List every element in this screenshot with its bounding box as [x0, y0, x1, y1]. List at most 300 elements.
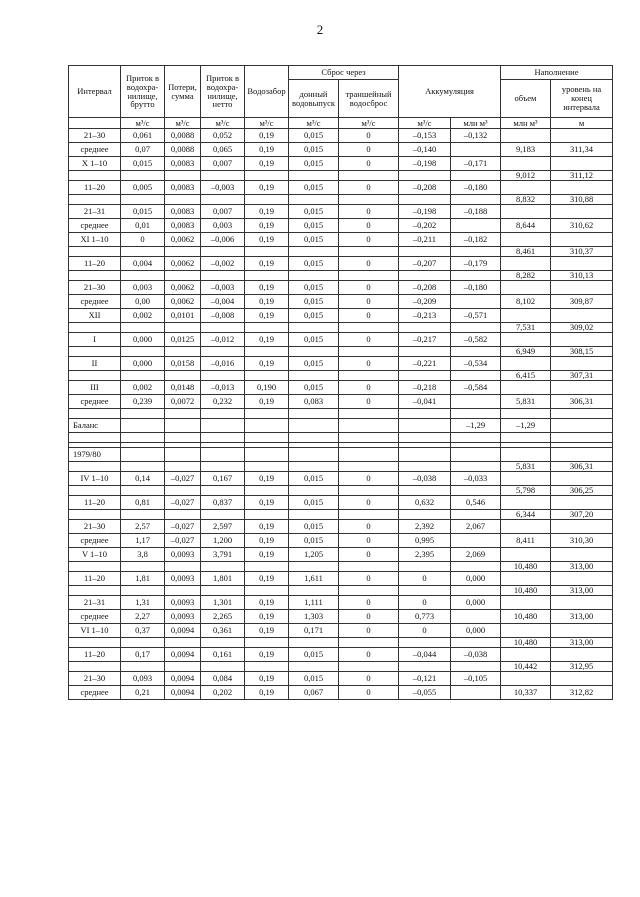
cell-bottom-outlet: 0,067: [289, 686, 339, 700]
cell-losses: [165, 323, 201, 333]
cell-bottom-outlet: [289, 433, 339, 443]
cell-acc-m3s: –0,041: [399, 395, 451, 409]
header-accumulation: Аккумуляция: [399, 66, 501, 118]
cell-level: 306,25: [551, 486, 613, 496]
cell-volume: [501, 433, 551, 443]
cell-inflow-net: [201, 433, 245, 443]
cell-inflow-gross: [121, 419, 165, 433]
cell-spillway: 0: [339, 472, 399, 486]
cell-level: [551, 419, 613, 433]
table-row: [69, 486, 613, 496]
table-row: [69, 520, 613, 534]
cell-losses: 0,0083: [165, 219, 201, 233]
cell-acc-mln: 0,000: [451, 624, 501, 638]
cell-intake: [245, 433, 289, 443]
table-row: [69, 610, 613, 624]
cell-acc-m3s: –0,140: [399, 143, 451, 157]
cell-acc-mln: –0,582: [451, 333, 501, 347]
cell-acc-m3s: –0,055: [399, 686, 451, 700]
cell-spillway: [339, 662, 399, 672]
cell-interval: 21–30: [69, 129, 121, 143]
cell-level: [551, 409, 613, 419]
cell-acc-mln: –0,033: [451, 472, 501, 486]
cell-spillway: 0: [339, 143, 399, 157]
cell-bottom-outlet: [289, 586, 339, 596]
cell-inflow-gross: 2,57: [121, 520, 165, 534]
cell-level: [551, 381, 613, 395]
cell-level: [551, 333, 613, 347]
cell-volume: 6,415: [501, 371, 551, 381]
cell-inflow-net: 2,597: [201, 520, 245, 534]
cell-acc-mln: [451, 662, 501, 672]
cell-acc-mln: –0,182: [451, 233, 501, 247]
cell-acc-mln: –0,584: [451, 381, 501, 395]
cell-spillway: [339, 562, 399, 572]
water-balance-table: [68, 65, 613, 700]
cell-inflow-gross: 0,004: [121, 257, 165, 271]
cell-intake: 0,19: [245, 572, 289, 586]
cell-inflow-net: 0,084: [201, 672, 245, 686]
cell-intake: 0,19: [245, 281, 289, 295]
cell-inflow-net: [201, 171, 245, 181]
cell-acc-mln: –0,534: [451, 357, 501, 371]
cell-interval: среднее: [69, 395, 121, 409]
cell-acc-mln: [451, 686, 501, 700]
cell-bottom-outlet: [289, 562, 339, 572]
cell-interval: Баланс: [69, 419, 121, 433]
cell-volume: 10,480: [501, 610, 551, 624]
cell-bottom-outlet: 0,015: [289, 648, 339, 662]
cell-volume: [501, 157, 551, 171]
cell-level: [551, 624, 613, 638]
cell-level: [551, 472, 613, 486]
cell-inflow-net: –0,012: [201, 333, 245, 347]
cell-acc-m3s: –0,121: [399, 672, 451, 686]
cell-losses: 0,0148: [165, 381, 201, 395]
table-row: [69, 638, 613, 648]
cell-volume: [501, 596, 551, 610]
cell-inflow-net: –0,016: [201, 357, 245, 371]
cell-losses: [165, 409, 201, 419]
cell-acc-mln: [451, 409, 501, 419]
cell-volume: [501, 333, 551, 347]
table-row: [69, 347, 613, 357]
cell-level: 306,31: [551, 462, 613, 472]
cell-spillway: 0: [339, 181, 399, 195]
cell-intake: [245, 486, 289, 496]
cell-spillway: [339, 171, 399, 181]
cell-bottom-outlet: 0,015: [289, 496, 339, 510]
cell-acc-m3s: [399, 462, 451, 472]
cell-inflow-gross: 0,07: [121, 143, 165, 157]
cell-inflow-net: 1,801: [201, 572, 245, 586]
unit-spillway: м³/с: [339, 118, 399, 129]
cell-inflow-gross: 0,015: [121, 205, 165, 219]
cell-acc-m3s: 0,632: [399, 496, 451, 510]
table-row: [69, 271, 613, 281]
unit-interval: [69, 118, 121, 129]
cell-interval: 11–20: [69, 257, 121, 271]
cell-volume: [501, 520, 551, 534]
cell-bottom-outlet: [289, 638, 339, 648]
cell-acc-m3s: –0,198: [399, 205, 451, 219]
table-row: [69, 205, 613, 219]
cell-acc-mln: [451, 171, 501, 181]
cell-acc-m3s: 0: [399, 624, 451, 638]
cell-volume: 5,831: [501, 462, 551, 472]
cell-acc-m3s: [399, 323, 451, 333]
cell-spillway: [339, 448, 399, 462]
cell-intake: 0,19: [245, 534, 289, 548]
cell-inflow-net: 0,361: [201, 624, 245, 638]
table-row: [69, 562, 613, 572]
cell-acc-m3s: [399, 448, 451, 462]
cell-inflow-gross: 0,17: [121, 648, 165, 662]
cell-volume: [501, 357, 551, 371]
cell-acc-mln: [451, 195, 501, 205]
unit-bottom-outlet: м³/с: [289, 118, 339, 129]
cell-acc-m3s: [399, 662, 451, 672]
cell-losses: [165, 486, 201, 496]
table-row: [69, 433, 613, 443]
cell-acc-m3s: –0,208: [399, 181, 451, 195]
cell-acc-mln: [451, 462, 501, 472]
table-row: [69, 129, 613, 143]
cell-intake: 0,19: [245, 181, 289, 195]
cell-bottom-outlet: 0,015: [289, 333, 339, 347]
cell-volume: [501, 624, 551, 638]
cell-level: [551, 548, 613, 562]
cell-interval: IV 1–10: [69, 472, 121, 486]
cell-inflow-gross: 0,21: [121, 686, 165, 700]
cell-spillway: [339, 371, 399, 381]
cell-acc-mln: [451, 433, 501, 443]
cell-spillway: 0: [339, 205, 399, 219]
cell-losses: [165, 271, 201, 281]
table-row: [69, 496, 613, 510]
cell-volume: [501, 257, 551, 271]
cell-interval: 21–31: [69, 205, 121, 219]
cell-interval: [69, 347, 121, 357]
cell-acc-m3s: [399, 486, 451, 496]
cell-inflow-gross: 0,00: [121, 295, 165, 309]
table-row: [69, 371, 613, 381]
cell-bottom-outlet: [289, 347, 339, 357]
cell-inflow-gross: 0,002: [121, 309, 165, 323]
cell-inflow-gross: [121, 195, 165, 205]
cell-interval: XI 1–10: [69, 233, 121, 247]
cell-losses: [165, 662, 201, 672]
cell-level: 310,37: [551, 247, 613, 257]
table-row: [69, 357, 613, 371]
cell-intake: 0,19: [245, 295, 289, 309]
cell-spillway: 0: [339, 596, 399, 610]
cell-inflow-net: 1,301: [201, 596, 245, 610]
cell-losses: 0,0093: [165, 572, 201, 586]
cell-interval: I: [69, 333, 121, 347]
cell-losses: 0,0062: [165, 257, 201, 271]
cell-inflow-net: –0,002: [201, 257, 245, 271]
cell-bottom-outlet: 0,015: [289, 309, 339, 323]
cell-acc-m3s: [399, 510, 451, 520]
cell-bottom-outlet: 1,205: [289, 548, 339, 562]
cell-inflow-net: 0,007: [201, 157, 245, 171]
cell-inflow-gross: [121, 371, 165, 381]
cell-inflow-gross: [121, 662, 165, 672]
cell-intake: [245, 195, 289, 205]
cell-spillway: [339, 409, 399, 419]
cell-losses: [165, 419, 201, 433]
cell-acc-m3s: [399, 562, 451, 572]
cell-level: 310,88: [551, 195, 613, 205]
cell-volume: [501, 409, 551, 419]
cell-level: 311,34: [551, 143, 613, 157]
cell-volume: [501, 129, 551, 143]
cell-spillway: [339, 347, 399, 357]
cell-intake: 0,19: [245, 395, 289, 409]
cell-level: 306,31: [551, 395, 613, 409]
cell-inflow-net: [201, 448, 245, 462]
cell-inflow-gross: [121, 409, 165, 419]
header-spillway: траншейный водосброс: [339, 80, 399, 118]
cell-acc-mln: –1,29: [451, 419, 501, 433]
header-filling-group: Наполнение: [501, 66, 613, 80]
cell-volume: [501, 309, 551, 323]
cell-bottom-outlet: 0,015: [289, 472, 339, 486]
cell-inflow-gross: [121, 562, 165, 572]
cell-interval: среднее: [69, 686, 121, 700]
cell-level: 308,15: [551, 347, 613, 357]
cell-acc-mln: 0,546: [451, 496, 501, 510]
cell-volume: 6,344: [501, 510, 551, 520]
cell-acc-m3s: –0,207: [399, 257, 451, 271]
table-row: [69, 462, 613, 472]
cell-acc-mln: –0,105: [451, 672, 501, 686]
cell-intake: 0,19: [245, 309, 289, 323]
cell-acc-m3s: [399, 638, 451, 648]
cell-losses: 0,0125: [165, 333, 201, 347]
cell-level: 313,00: [551, 638, 613, 648]
cell-interval: [69, 195, 121, 205]
table-row: [69, 323, 613, 333]
cell-volume: 5,798: [501, 486, 551, 496]
unit-inflow-net: м³/с: [201, 118, 245, 129]
cell-interval: [69, 371, 121, 381]
cell-inflow-net: 0,167: [201, 472, 245, 486]
cell-inflow-net: [201, 271, 245, 281]
unit-intake: м³/с: [245, 118, 289, 129]
cell-acc-mln: [451, 638, 501, 648]
cell-acc-mln: [451, 395, 501, 409]
cell-acc-m3s: [399, 586, 451, 596]
cell-interval: 21–30: [69, 281, 121, 295]
table-row: [69, 686, 613, 700]
cell-losses: 0,0093: [165, 548, 201, 562]
cell-losses: –0,027: [165, 520, 201, 534]
page-number: 2: [316, 22, 324, 37]
table-row: [69, 648, 613, 662]
table-row: [69, 281, 613, 295]
table-row: [69, 596, 613, 610]
cell-intake: 0,19: [245, 157, 289, 171]
cell-level: [551, 448, 613, 462]
cell-spillway: [339, 419, 399, 433]
cell-losses: 0,0083: [165, 205, 201, 219]
cell-acc-mln: [451, 510, 501, 520]
cell-level: 310,62: [551, 219, 613, 233]
table-row: [69, 309, 613, 323]
cell-losses: 0,0093: [165, 596, 201, 610]
cell-acc-mln: 2,069: [451, 548, 501, 562]
cell-intake: [245, 662, 289, 672]
cell-volume: [501, 572, 551, 586]
header-interval: Интервал: [69, 66, 121, 118]
cell-intake: 0,19: [245, 596, 289, 610]
cell-spillway: 0: [339, 610, 399, 624]
cell-acc-mln: [451, 347, 501, 357]
cell-bottom-outlet: [289, 419, 339, 433]
cell-volume: 10,480: [501, 562, 551, 572]
cell-intake: [245, 419, 289, 433]
cell-intake: [245, 448, 289, 462]
cell-intake: [245, 347, 289, 357]
cell-acc-mln: –0,571: [451, 309, 501, 323]
cell-spillway: 0: [339, 295, 399, 309]
cell-inflow-net: [201, 347, 245, 357]
cell-losses: [165, 171, 201, 181]
cell-bottom-outlet: [289, 323, 339, 333]
cell-spillway: 0: [339, 534, 399, 548]
cell-spillway: 0: [339, 496, 399, 510]
cell-bottom-outlet: [289, 486, 339, 496]
cell-inflow-gross: [121, 433, 165, 443]
cell-inflow-gross: [121, 510, 165, 520]
cell-spillway: 0: [339, 281, 399, 295]
cell-inflow-gross: 0,061: [121, 129, 165, 143]
unit-inflow-gross: м³/с: [121, 118, 165, 129]
cell-acc-mln: –0,038: [451, 648, 501, 662]
cell-losses: [165, 371, 201, 381]
cell-losses: 0,0062: [165, 233, 201, 247]
cell-losses: [165, 462, 201, 472]
cell-interval: [69, 171, 121, 181]
cell-losses: [165, 247, 201, 257]
cell-acc-m3s: [399, 247, 451, 257]
cell-spillway: 0: [339, 686, 399, 700]
cell-bottom-outlet: 0,015: [289, 520, 339, 534]
cell-acc-m3s: 0: [399, 572, 451, 586]
cell-bottom-outlet: 0,015: [289, 219, 339, 233]
cell-level: [551, 357, 613, 371]
cell-interval: X 1–10: [69, 157, 121, 171]
cell-bottom-outlet: 0,015: [289, 672, 339, 686]
cell-volume: [501, 281, 551, 295]
cell-intake: 0,19: [245, 143, 289, 157]
table-row: [69, 510, 613, 520]
cell-volume: 10,480: [501, 586, 551, 596]
cell-acc-m3s: [399, 271, 451, 281]
cell-acc-mln: 2,067: [451, 520, 501, 534]
cell-intake: 0,19: [245, 257, 289, 271]
cell-inflow-gross: [121, 448, 165, 462]
cell-level: [551, 648, 613, 662]
cell-inflow-gross: [121, 247, 165, 257]
cell-losses: [165, 638, 201, 648]
cell-inflow-net: –0,008: [201, 309, 245, 323]
cell-acc-mln: –0,180: [451, 281, 501, 295]
table-row: [69, 662, 613, 672]
cell-inflow-net: 1,200: [201, 534, 245, 548]
table-row: [69, 219, 613, 233]
cell-level: [551, 496, 613, 510]
cell-acc-m3s: [399, 195, 451, 205]
cell-acc-mln: –0,179: [451, 257, 501, 271]
cell-inflow-gross: 1,17: [121, 534, 165, 548]
table-row: [69, 586, 613, 596]
cell-level: [551, 309, 613, 323]
cell-volume: [501, 648, 551, 662]
cell-inflow-gross: [121, 486, 165, 496]
unit-losses: м³/с: [165, 118, 201, 129]
cell-bottom-outlet: 0,015: [289, 281, 339, 295]
cell-inflow-net: 0,052: [201, 129, 245, 143]
cell-losses: 0,0072: [165, 395, 201, 409]
cell-losses: –0,027: [165, 472, 201, 486]
cell-intake: [245, 638, 289, 648]
header-discharge-group: Сброс через: [289, 66, 399, 80]
table-row: [69, 247, 613, 257]
table-row: [69, 534, 613, 548]
cell-bottom-outlet: [289, 271, 339, 281]
cell-volume: 8,644: [501, 219, 551, 233]
cell-interval: VI 1–10: [69, 624, 121, 638]
cell-acc-mln: [451, 271, 501, 281]
cell-acc-m3s: –0,209: [399, 295, 451, 309]
cell-volume: 6,949: [501, 347, 551, 357]
cell-losses: 0,0088: [165, 143, 201, 157]
cell-interval: [69, 586, 121, 596]
cell-acc-m3s: –0,221: [399, 357, 451, 371]
cell-acc-m3s: –0,211: [399, 233, 451, 247]
cell-acc-mln: [451, 486, 501, 496]
cell-volume: –1,29: [501, 419, 551, 433]
cell-acc-m3s: 0: [399, 596, 451, 610]
cell-losses: 0,0094: [165, 624, 201, 638]
cell-intake: [245, 271, 289, 281]
header-volume: объем: [501, 80, 551, 118]
cell-bottom-outlet: 0,015: [289, 181, 339, 195]
cell-inflow-gross: [121, 347, 165, 357]
cell-acc-m3s: [399, 419, 451, 433]
cell-interval: [69, 462, 121, 472]
cell-acc-m3s: –0,208: [399, 281, 451, 295]
cell-acc-mln: 0,000: [451, 572, 501, 586]
cell-interval: V 1–10: [69, 548, 121, 562]
cell-acc-m3s: –0,038: [399, 472, 451, 486]
table-row: [69, 171, 613, 181]
cell-inflow-gross: 0,003: [121, 281, 165, 295]
cell-volume: [501, 672, 551, 686]
cell-acc-m3s: [399, 409, 451, 419]
cell-intake: [245, 409, 289, 419]
table-row: [69, 381, 613, 395]
cell-losses: 0,0083: [165, 157, 201, 171]
cell-losses: –0,027: [165, 496, 201, 510]
cell-bottom-outlet: 0,015: [289, 233, 339, 247]
table-row: [69, 143, 613, 157]
cell-spillway: 0: [339, 672, 399, 686]
cell-inflow-gross: [121, 462, 165, 472]
